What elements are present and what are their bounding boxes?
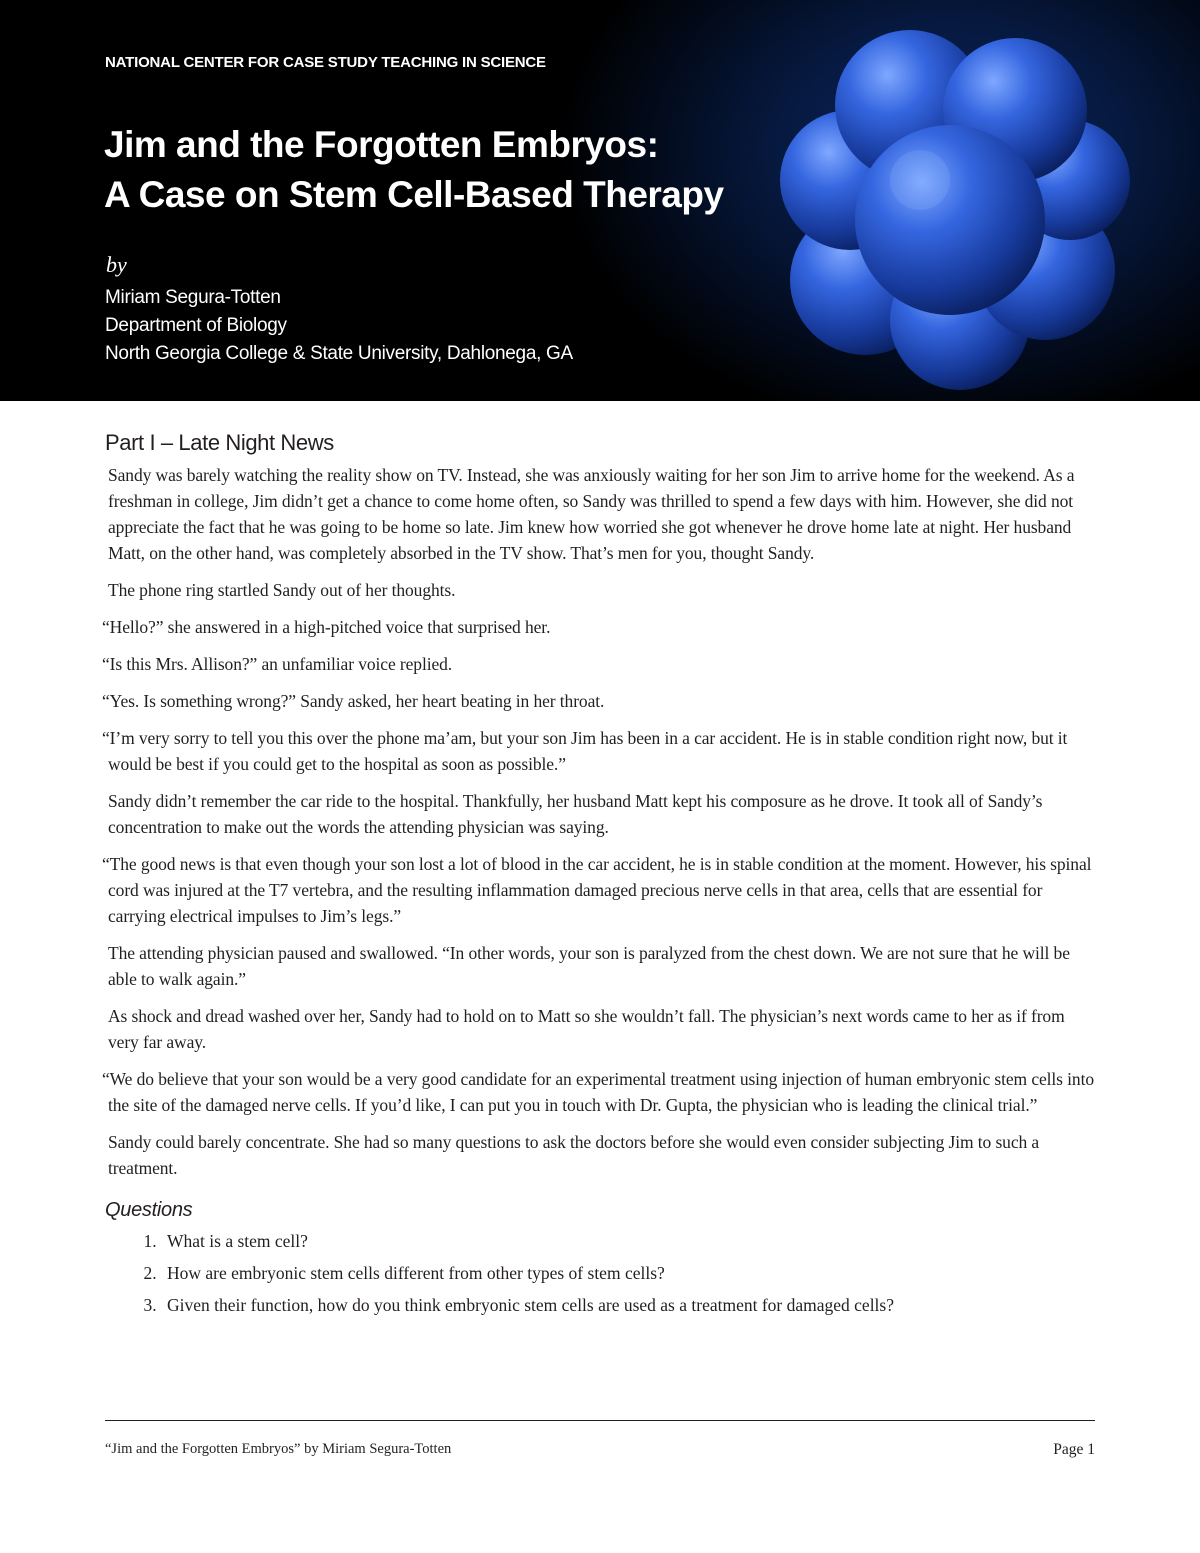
paragraph: Sandy was barely watching the reality show on TV. Instead, she was anxiously waiting for her son Jim to arrive home for the weekend. As a freshman in college, Jim didn’t get a chance to come home often, so Sandy was thrilled to spend a few days with him. However, she did not appreciate the fact that he was going to be home so late. Jim knew how worried she got whenever he drove home late at night. Her husband Matt, on the other hand, was completely absorbed in the TV show. That’s men for you, thought Sandy.: [108, 465, 1075, 563]
paragraph: The phone ring startled Sandy out of her thoughts.: [108, 580, 456, 600]
paragraph: Sandy could barely concentrate. She had so many questions to ask the doctors before she would even consider subjecting Jim to such a treatment.: [108, 1132, 1040, 1178]
author-name: Miriam Segura-Totten: [105, 287, 281, 308]
case-title: [104, 120, 804, 220]
paragraph: “Hello?” she answered in a high-pitched voice that surprised her.: [102, 617, 551, 637]
page-number: Page 1: [1053, 1441, 1095, 1458]
main-content: [102, 430, 1095, 1324]
questions-heading: Questions: [105, 1199, 193, 1221]
section-heading: Part I – Late Night News: [105, 430, 334, 455]
paragraph: “Is this Mrs. Allison?” an unfamiliar voice replied.: [102, 654, 453, 674]
header-banner: [0, 0, 1200, 401]
questions-list: [105, 1228, 1095, 1318]
paragraph: “The good news is that even though your son lost a lot of blood in the car accident, he is in stable condition at the moment. However, his spinal cord was injured at the T7 vertebra, and the resulting inflammation damaged precious nerve cells in that area, cells that are essential for carrying electrical impulses to Jim’s legs.”: [102, 854, 1092, 926]
paragraph: The attending physician paused and swallowed. “In other words, your son is paralyzed from the chest down. We are not sure that he will be able to walk again.”: [108, 943, 1070, 989]
author-institution: North Georgia College & State University, Dahlonega, GA: [105, 343, 573, 364]
paragraph: Sandy didn’t remember the car ride to the hospital. Thankfully, her husband Matt kept his composure as he drove. It took all of Sandy’s concentration to make out the words the attending physician was saying.: [108, 791, 1043, 837]
question-item: 3. Given their function, how do you think embryonic stem cells are used as a treatment for damaged cells?: [161, 1292, 1095, 1318]
author-department: Department of Biology: [105, 315, 287, 336]
footer-citation: “Jim and the Forgotten Embryos” by Miriam Segura-Totten: [105, 1441, 452, 1457]
question-item: 2. How are embryonic stem cells different from other types of stem cells?: [161, 1260, 1095, 1286]
question-item: 1. What is a stem cell?: [161, 1228, 1095, 1254]
paragraph: “Yes. Is something wrong?” Sandy asked, her heart beating in her throat.: [102, 691, 605, 711]
paragraph: As shock and dread washed over her, Sandy had to hold on to Matt so she wouldn’t fall. The physician’s next words came to her as if from very far away.: [108, 1006, 1065, 1052]
embryo-cell-cluster-icon: [770, 20, 1130, 390]
paragraph: “We do believe that your son would be a very good candidate for an experimental treatment using injection of human embryonic stem cells into the site of the damaged nerve cells. If you’d like, I can put you in touch with Dr. Gupta, the physician who is leading the clinical trial.”: [102, 1069, 1094, 1115]
byline-label: by: [106, 252, 127, 277]
footer-divider: [105, 1420, 1095, 1421]
organization-name: NATIONAL CENTER FOR CASE STUDY TEACHING IN SCIENCE: [105, 54, 546, 71]
author-block: [105, 284, 573, 368]
paragraph: “I’m very sorry to tell you this over the phone ma’am, but your son Jim has been in a car accident. He is in stable condition right now, but it would be best if you could get to the hospital as soon as possible.”: [102, 728, 1068, 774]
case-title-line-1: Jim and the Forgotten Embryos:: [104, 124, 659, 165]
case-title-line-2: A Case on Stem Cell-Based Therapy: [104, 174, 724, 215]
